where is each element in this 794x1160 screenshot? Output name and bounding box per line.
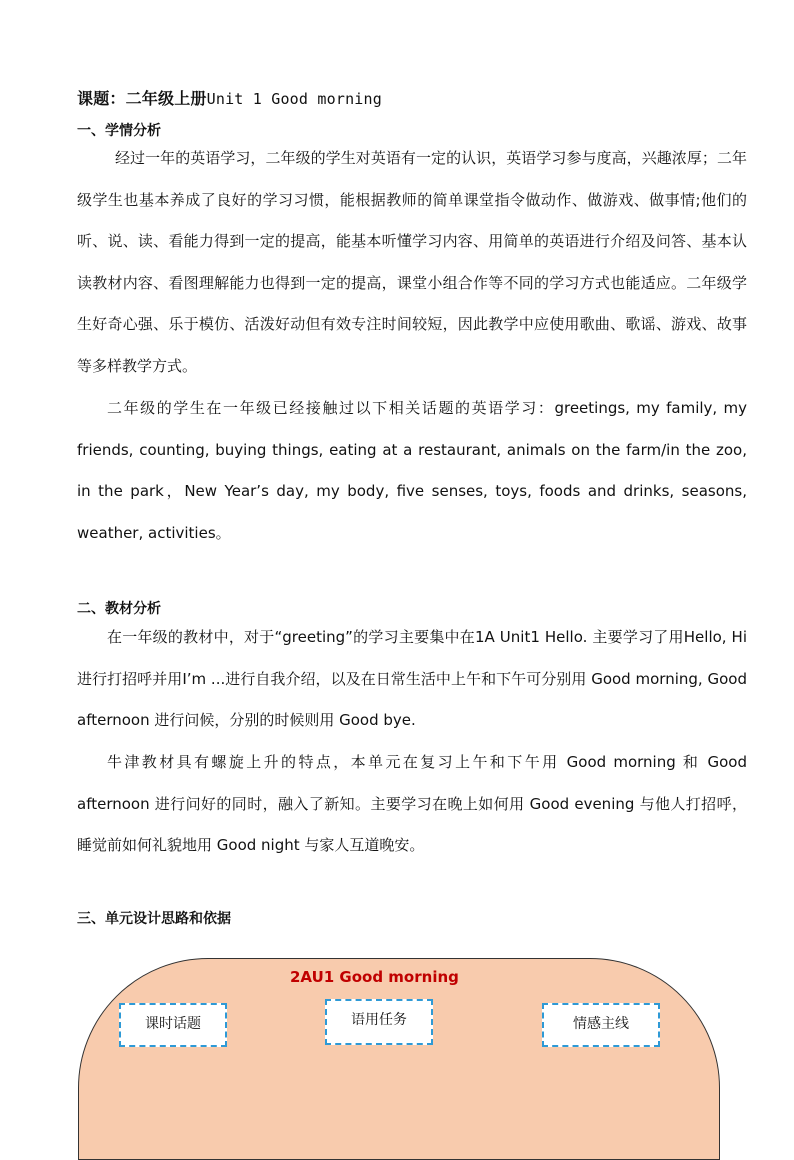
- section1-paragraph-2: 二年级的学生在一年级已经接触过以下相关话题的英语学习：greetings, my family, my friends, counting, buying things, eating at a restaurant, animals on the farm/in the zoo, in the park，New Year’s day, my body, five senses, toys, foods and drinks, seasons, weather, activities。: [77, 399, 747, 542]
- section2-heading: 二、教材分析: [77, 601, 161, 617]
- box-language-task: 语用任务: [325, 999, 433, 1045]
- section3-heading: 三、单元设计思路和依据: [77, 911, 231, 927]
- diagram-title: 2AU1 Good morning: [290, 968, 459, 986]
- box-emotion-thread: 情感主线: [542, 1003, 660, 1047]
- section1-paragraph-1: 经过一年的英语学习，二年级的学生对英语有一定的认识，英语学习参与度高，兴趣浓厚；二年级学生也基本养成了良好的学习习惯，能根据教师的简单课堂指令做动作、做游戏、做事情;他们的听、说、读、看能力得到一定的提高，能基本听懂学习内容、用简单的英语进行介绍及问答、基本认读教材内容、看图理解能力也得到一定的提高，课堂小组合作等不同的学习方式也能适应。二年级学生好奇心强、乐于模仿、活泼好动但有效专注时间较短，因此教学中应使用歌曲、歌谣、游戏、故事等多样教学方式。: [77, 149, 747, 375]
- title-cn: 课题：二年级上册: [77, 89, 207, 108]
- box-lesson-topic: 课时话题: [119, 1003, 227, 1047]
- section2-paragraph-1: 在一年级的教材中，对于“greeting”的学习主要集中在1A Unit1 Hello. 主要学习了用Hello, Hi 进行打招呼并用I’m ...进行自我介绍，以及在日常生活中上午和下午可分别用 Good morning, Good afternoon 进行问候，分别的时候则用 Good bye.: [77, 628, 747, 729]
- title-en: Unit 1 Good morning: [206, 90, 382, 108]
- section2-paragraph-2: 牛津教材具有螺旋上升的特点，本单元在复习上午和下午用 Good morning 和 Good afternoon 进行问好的同时，融入了新知。主要学习在晚上如何用 Good evening 与他人打招呼，睡觉前如何礼貌地用 Good night 与家人互道晚安。: [77, 753, 747, 854]
- document-title: [77, 86, 382, 109]
- unit-design-diagram: [78, 958, 720, 1160]
- section1-heading: 一、学情分析: [77, 123, 161, 139]
